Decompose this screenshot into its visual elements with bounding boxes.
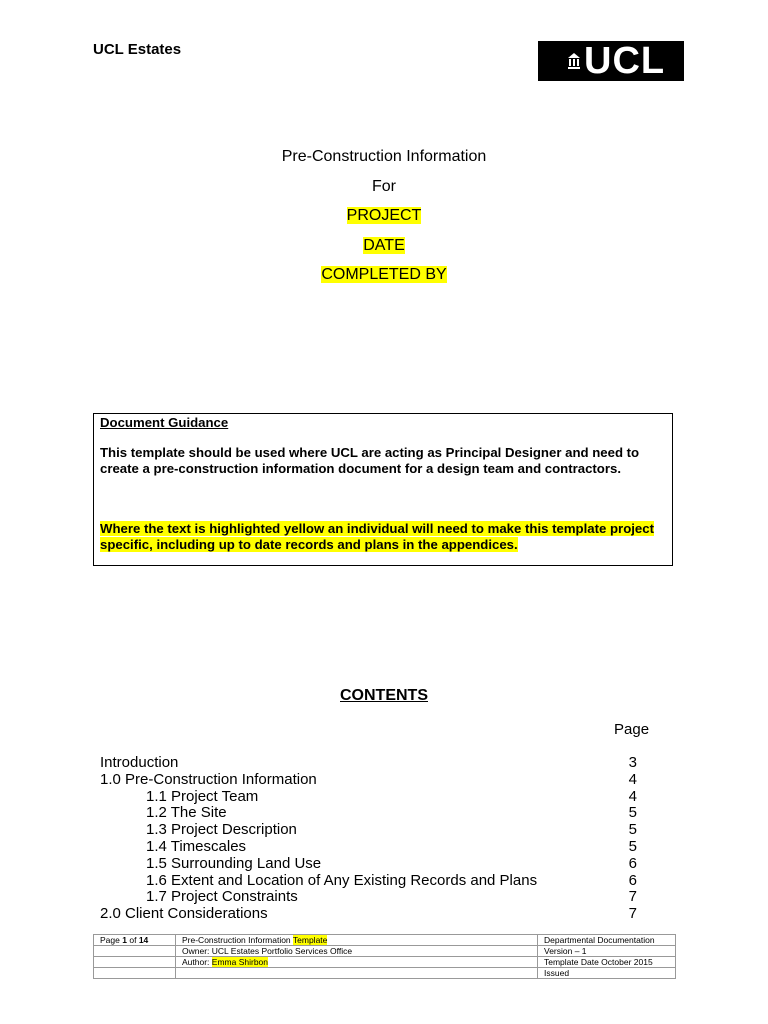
- ucl-logo: [538, 41, 684, 81]
- toc-row: [100, 839, 640, 856]
- footer-empty-cell: [94, 968, 176, 979]
- footer-page-total: 14: [138, 935, 149, 945]
- toc-row: [100, 856, 640, 873]
- toc-page: 4: [628, 787, 637, 805]
- guidance-paragraph: This template should be used where UCL are acting as Principal Designer and need to create a pre-construction information document for a design team and contractors.: [100, 445, 640, 476]
- footer-author-name: Emma Shirbon: [211, 957, 268, 967]
- toc-row: [100, 889, 640, 906]
- footer-empty-cell: [176, 968, 538, 979]
- contents-heading: CONTENTS: [340, 687, 428, 704]
- footer-page-prefix: Page: [100, 935, 120, 945]
- toc-label: 1.4 Timescales: [146, 837, 247, 855]
- footer-page-cell: [94, 935, 176, 946]
- toc-page: 5: [628, 821, 637, 839]
- org-name: UCL Estates: [93, 41, 182, 58]
- guidance-heading: Document Guidance: [100, 415, 229, 430]
- footer-doc-title: Pre-Construction Information: [182, 935, 291, 945]
- toc-row: [100, 873, 640, 890]
- doc-for: For: [372, 178, 396, 195]
- footer-doc-title-template: Template: [292, 935, 328, 945]
- document-footer: [93, 934, 676, 979]
- toc-page: 6: [628, 871, 637, 889]
- footer-empty-cell: [94, 946, 176, 957]
- toc-page: 5: [628, 804, 637, 822]
- page-column-label: Page: [614, 721, 650, 738]
- toc-label: 1.6 Extent and Location of Any Existing Records and Plans: [146, 871, 538, 889]
- project-placeholder: PROJECT: [346, 207, 422, 224]
- toc-page: 7: [628, 905, 637, 923]
- toc-page: 5: [628, 837, 637, 855]
- date-placeholder: DATE: [363, 237, 405, 254]
- toc-page: 3: [628, 754, 637, 771]
- logo-wordmark: UCL: [584, 40, 666, 82]
- toc-row: [100, 805, 640, 822]
- toc-row: [100, 772, 640, 789]
- toc-label: 1.3 Project Description: [146, 821, 297, 839]
- footer-title-cell: [176, 935, 538, 946]
- footer-author-cell: [176, 957, 538, 968]
- portico-icon: [568, 53, 580, 69]
- toc-label: Introduction: [100, 754, 179, 771]
- toc-row: [100, 755, 640, 772]
- toc-page: 4: [628, 770, 637, 788]
- guidance-box: [93, 413, 673, 566]
- footer-empty-cell: [94, 957, 176, 968]
- guidance-highlight-paragraph: Where the text is highlighted yellow an individual will need to make this template project specific, including up to date records and plans in the appendices.: [100, 521, 654, 552]
- footer-template-date: Template Date October 2015: [538, 957, 676, 968]
- toc-row: [100, 906, 640, 923]
- toc-row: [100, 789, 640, 806]
- footer-version: Version – 1: [538, 946, 676, 957]
- completed-by-placeholder: COMPLETED BY: [321, 266, 447, 283]
- footer-author-prefix: Author:: [182, 957, 210, 967]
- toc-label: 1.2 The Site: [146, 804, 227, 822]
- table-of-contents: [100, 755, 640, 923]
- footer-page-of: of: [129, 935, 137, 945]
- footer-owner: Owner: UCL Estates Portfolio Services Office: [176, 946, 538, 957]
- toc-page: 7: [628, 888, 637, 906]
- toc-row: [100, 822, 640, 839]
- toc-label: 1.5 Surrounding Land Use: [146, 854, 322, 872]
- doc-title: Pre-Construction Information: [281, 148, 487, 165]
- footer-status: Issued: [538, 968, 676, 979]
- toc-label: 1.1 Project Team: [146, 787, 259, 805]
- toc-label: 1.0 Pre-Construction Information: [100, 770, 317, 788]
- toc-label: 1.7 Project Constraints: [146, 888, 298, 906]
- footer-dept: Departmental Documentation: [538, 935, 676, 946]
- footer-page-current: 1: [122, 935, 127, 945]
- toc-label: 2.0 Client Considerations: [100, 905, 268, 923]
- toc-page: 6: [628, 854, 637, 872]
